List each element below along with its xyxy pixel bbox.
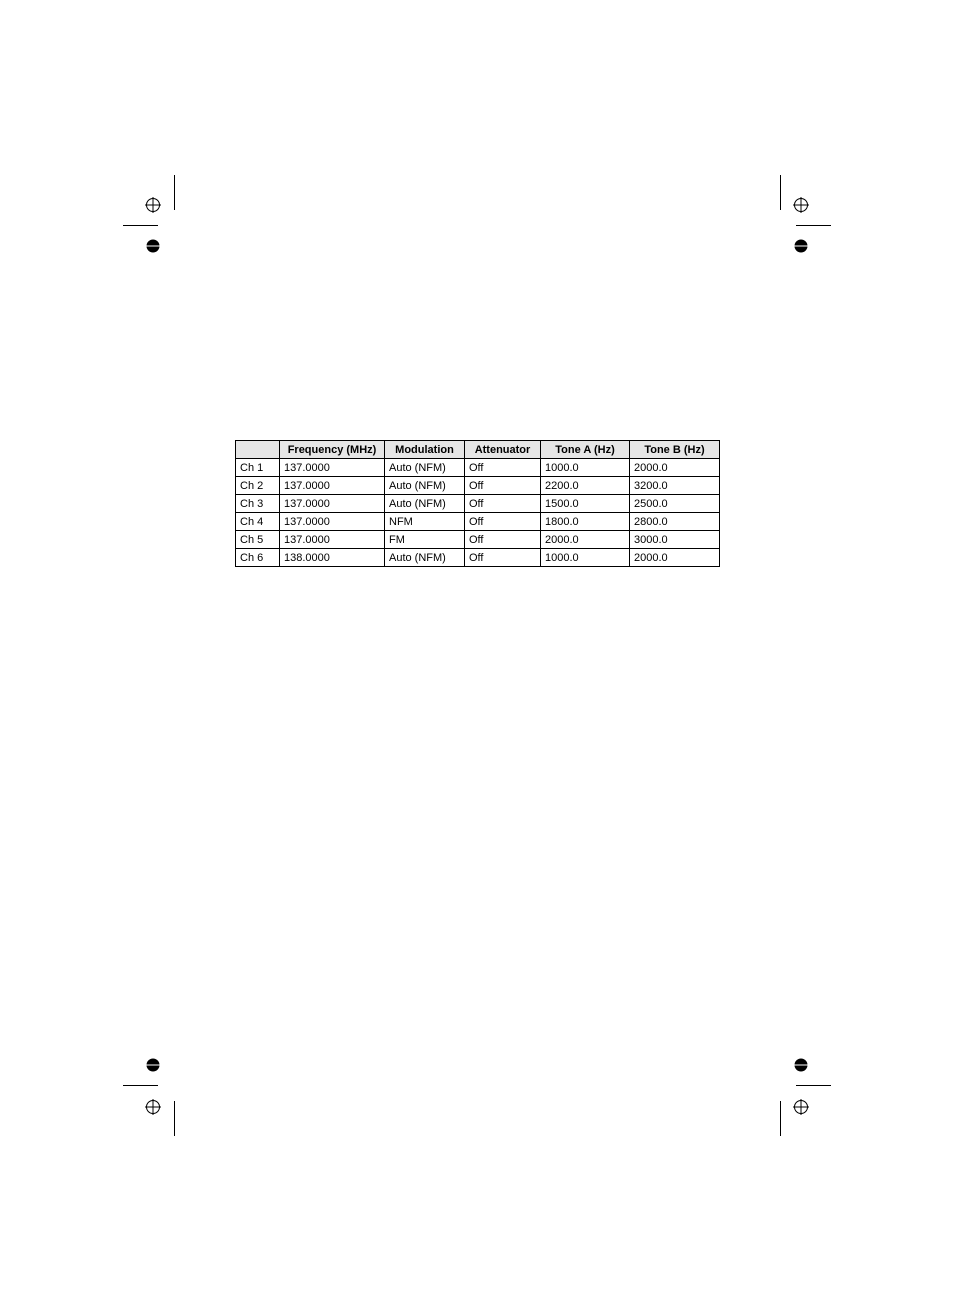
registration-dot-icon	[793, 1057, 809, 1073]
registration-dot-icon	[145, 238, 161, 254]
crop-mark-top-left-vertical	[174, 175, 175, 210]
table-cell-frequency: 137.0000	[280, 513, 385, 531]
crop-mark-top-right-vertical	[780, 175, 781, 210]
table-cell-frequency: 138.0000	[280, 549, 385, 567]
table-cell-frequency: 137.0000	[280, 531, 385, 549]
table-cell-attenuator: Off	[465, 459, 541, 477]
table-cell-channel: Ch 2	[236, 477, 280, 495]
registration-target-icon	[793, 197, 809, 213]
table-cell-channel: Ch 3	[236, 495, 280, 513]
table-cell-modulation: Auto (NFM)	[385, 459, 465, 477]
table-cell-tone-b: 2000.0	[630, 549, 720, 567]
header-cell-channel	[236, 441, 280, 459]
table-cell-tone-a: 1000.0	[541, 459, 630, 477]
header-cell-modulation: Modulation	[385, 441, 465, 459]
table-cell-tone-a: 2200.0	[541, 477, 630, 495]
table-cell-attenuator: Off	[465, 495, 541, 513]
table-cell-frequency: 137.0000	[280, 495, 385, 513]
table-cell-modulation: Auto (NFM)	[385, 477, 465, 495]
table-cell-attenuator: Off	[465, 477, 541, 495]
table-cell-tone-b: 2800.0	[630, 513, 720, 531]
table-row	[236, 459, 720, 477]
table-cell-attenuator: Off	[465, 513, 541, 531]
table-row	[236, 549, 720, 567]
table-cell-tone-a: 1800.0	[541, 513, 630, 531]
table-cell-channel: Ch 6	[236, 549, 280, 567]
header-cell-frequency: Frequency (MHz)	[280, 441, 385, 459]
table-row	[236, 531, 720, 549]
table-row	[236, 513, 720, 531]
table-cell-tone-b: 2000.0	[630, 459, 720, 477]
table-cell-frequency: 137.0000	[280, 477, 385, 495]
table-cell-frequency: 137.0000	[280, 459, 385, 477]
channel-settings-table	[235, 440, 720, 567]
header-cell-attenuator: Attenuator	[465, 441, 541, 459]
table-cell-tone-b: 2500.0	[630, 495, 720, 513]
table-cell-attenuator: Off	[465, 531, 541, 549]
table-cell-modulation: FM	[385, 531, 465, 549]
header-cell-tone-b: Tone B (Hz)	[630, 441, 720, 459]
table-cell-channel: Ch 4	[236, 513, 280, 531]
table-cell-channel: Ch 1	[236, 459, 280, 477]
registration-target-icon	[145, 197, 161, 213]
table-cell-channel: Ch 5	[236, 531, 280, 549]
table-cell-tone-a: 1000.0	[541, 549, 630, 567]
registration-dot-icon	[145, 1057, 161, 1073]
registration-target-icon	[793, 1099, 809, 1115]
table-cell-attenuator: Off	[465, 549, 541, 567]
crop-mark-top-right-horizontal	[796, 225, 831, 226]
crop-mark-bottom-left-horizontal	[123, 1085, 158, 1086]
crop-mark-top-left-horizontal	[123, 225, 158, 226]
registration-target-icon	[145, 1099, 161, 1115]
table-cell-tone-a: 1500.0	[541, 495, 630, 513]
table-cell-modulation: Auto (NFM)	[385, 549, 465, 567]
table-row	[236, 495, 720, 513]
table-cell-tone-b: 3000.0	[630, 531, 720, 549]
table-cell-modulation: Auto (NFM)	[385, 495, 465, 513]
crop-mark-bottom-left-vertical	[174, 1101, 175, 1136]
table-cell-modulation: NFM	[385, 513, 465, 531]
table-header-row	[236, 441, 720, 459]
crop-mark-bottom-right-horizontal	[796, 1085, 831, 1086]
header-cell-tone-a: Tone A (Hz)	[541, 441, 630, 459]
table-cell-tone-b: 3200.0	[630, 477, 720, 495]
table-cell-tone-a: 2000.0	[541, 531, 630, 549]
table-row	[236, 477, 720, 495]
crop-mark-bottom-right-vertical	[780, 1101, 781, 1136]
registration-dot-icon	[793, 238, 809, 254]
